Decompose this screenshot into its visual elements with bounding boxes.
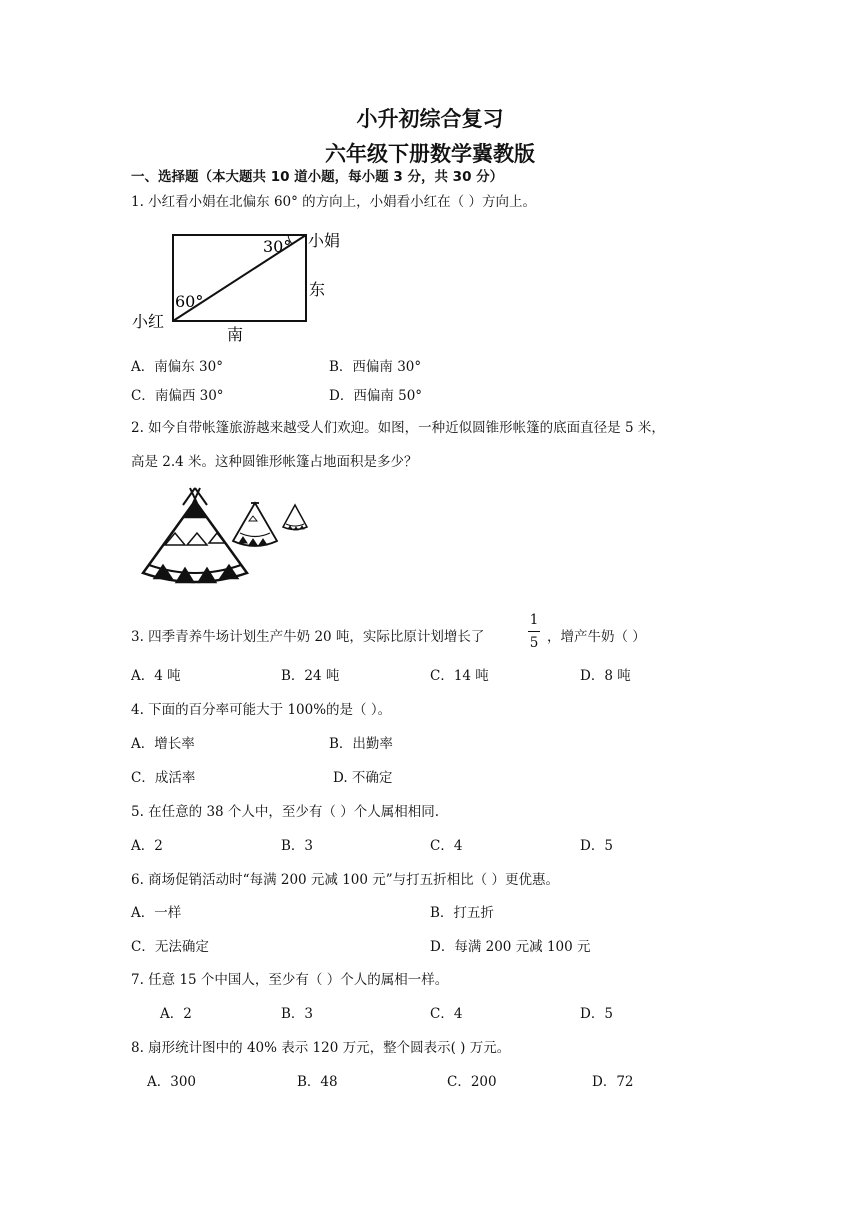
label-east: 东: [309, 280, 326, 299]
question-5-option-c[interactable]: C．4: [430, 838, 463, 854]
question-7-option-b[interactable]: B．3: [281, 1006, 314, 1022]
fraction-denominator: 5: [529, 635, 539, 651]
question-1-option-a[interactable]: A．南偏东 30°: [131, 359, 223, 375]
page-title: 小升初综合复习: [356, 106, 504, 131]
question-5-option-a[interactable]: A．2: [131, 838, 163, 854]
tent-large-icon: [143, 488, 247, 582]
tent-medium-icon: [233, 503, 277, 546]
question-5-option-d[interactable]: D．5: [580, 838, 613, 854]
question-6-option-c[interactable]: C．无法确定: [131, 939, 209, 955]
label-south: 南: [227, 325, 244, 344]
angle-label-top: 30°: [263, 237, 292, 256]
question-4-text: 4. 下面的百分率可能大于 100%的是（ ）。: [131, 702, 392, 718]
label-xiaohong: 小红: [132, 312, 165, 331]
page-subtitle: 六年级下册数学冀教版: [325, 141, 535, 166]
question-3-option-c[interactable]: C．14 吨: [430, 668, 489, 684]
section-heading: 一、选择题（本大题共 10 道小题，每小题 3 分，共 30 分）: [131, 169, 504, 185]
question-2-tent-illustration: [135, 483, 315, 595]
question-1-option-c[interactable]: C．南偏西 30°: [131, 388, 224, 404]
question-1-diagram: [128, 225, 358, 350]
tent-small-icon: [283, 505, 307, 530]
question-4-option-c[interactable]: C．成活率: [131, 770, 196, 786]
question-3-fraction: [527, 612, 541, 651]
question-2-text-line2: 高是 2.4 米。这种圆锥形帐篷占地面积是多少？: [131, 454, 418, 470]
question-1-option-d[interactable]: D．西偏南 50°: [329, 388, 423, 404]
question-8-text: 8. 扇形统计图中的 40% 表示 120 万元，整个圆表示( ) 万元。: [131, 1040, 511, 1056]
question-3-option-a[interactable]: A．4 吨: [131, 668, 181, 684]
question-7-option-a[interactable]: A．2: [160, 1006, 192, 1022]
question-2-text-line1: 2. 如今自带帐篷旅游越来越受人们欢迎。如图，一种近似圆锥形帐篷的底面直径是 5 米，: [131, 420, 665, 436]
question-8-option-d[interactable]: D．72: [592, 1074, 634, 1090]
question-7-text: 7. 任意 15 个中国人，至少有（ ）个人的属相一样。: [131, 972, 449, 988]
question-8-option-b[interactable]: B．48: [297, 1074, 338, 1090]
question-5-text: 5. 在任意的 38 个人中，至少有（ ）个人属相相同.: [131, 804, 440, 820]
question-4-option-b[interactable]: B．出勤率: [329, 736, 393, 752]
fraction-bar: [528, 631, 540, 632]
question-6-option-a[interactable]: A．一样: [131, 905, 182, 921]
question-3-option-d[interactable]: D．8 吨: [580, 668, 631, 684]
question-3-text-after: ，增产牛奶（ ）: [547, 629, 646, 645]
fraction-numerator: 1: [529, 612, 539, 628]
question-8-option-c[interactable]: C．200: [447, 1074, 497, 1090]
question-6-option-b[interactable]: B．打五折: [430, 905, 494, 921]
question-7-option-c[interactable]: C．4: [430, 1006, 463, 1022]
question-8-option-a[interactable]: A．300: [147, 1074, 197, 1090]
question-5-option-b[interactable]: B．3: [281, 838, 314, 854]
question-3-option-b[interactable]: B．24 吨: [281, 668, 340, 684]
question-1-text: 1. 小红看小娟在北偏东 60° 的方向上，小娟看小红在（ ）方向上。: [131, 194, 536, 210]
question-4-option-d[interactable]: D. 不确定: [333, 770, 393, 786]
question-3-text-before: 3. 四季青养牛场计划生产牛奶 20 吨，实际比原计划增长了: [131, 629, 485, 645]
label-xiaojuan: 小娟: [308, 231, 341, 250]
question-4-option-a[interactable]: A．增长率: [131, 736, 195, 752]
question-1-option-b[interactable]: B．西偏南 30°: [329, 359, 422, 375]
angle-label-bottom: 60°: [175, 292, 204, 311]
question-6-option-d[interactable]: D．每满 200 元减 100 元: [430, 939, 591, 955]
question-6-text: 6. 商场促销活动时“每满 200 元减 100 元”与打五折相比（ ）更优惠。: [131, 872, 559, 888]
question-7-option-d[interactable]: D．5: [580, 1006, 613, 1022]
